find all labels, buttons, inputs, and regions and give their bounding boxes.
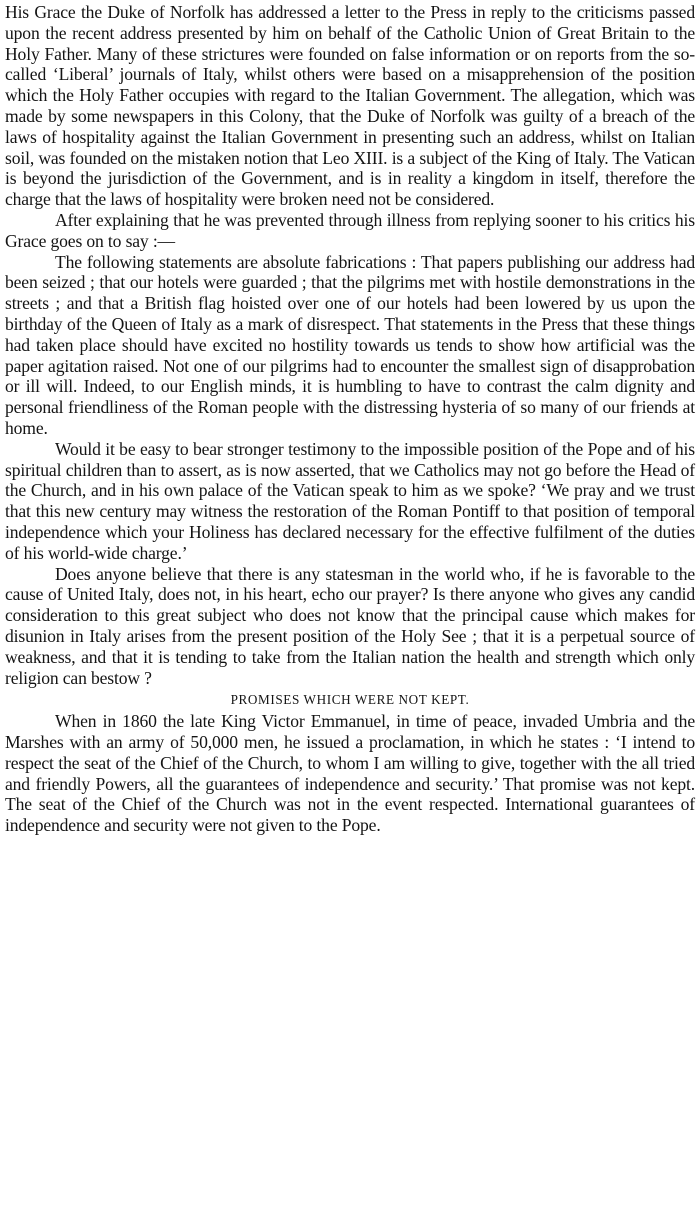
paragraph-promises: When in 1860 the late King Victor Emmanuel, in time of peace, invaded Umbria and the Marshes with an army of 50,000 men, he issued a proclamation, in which he states : ‘I intend to respect the seat of the Chief of the Church, to whom I am willing to give, together with the all tried and friendly Powers, all the guarantees of independence and security.’ That promise was not kept. The seat of the Chief of the Church was not in the event respected. International guarantees of independence and security were not given to the Pope.: [5, 711, 695, 836]
paragraph-intro: His Grace the Duke of Norfolk has addressed a letter to the Press in reply to the criticisms passed upon the recent address presented by him on behalf of the Catholic Union of Great Britain to the Holy Father. Many of these strictures were founded on false information or on reports from the so-called ‘Liberal’ journals of Italy, whilst others were based on a misapprehension of the position which the Holy Father occupies with regard to the Italian Government. The allegation, which was made by some newspapers in this Colony, that the Duke of Norfolk was guilty of a breach of the laws of hospitality against the Italian Government in presenting such an address, whilst on Italian soil, was founded on the mistaken notion that Leo XIII. is a subject of the King of Italy. The Vatican is beyond the jurisdiction of the Government, and is in reality a kingdom in itself, therefore the charge that the laws of hospitality were broken need not be considered.: [5, 2, 695, 210]
paragraph-explanation: After explaining that he was prevented through illness from replying sooner to his critics his Grace goes on to say :—: [5, 209, 695, 251]
section-heading: PROMISES WHICH WERE NOT KEPT.: [230, 692, 470, 708]
paragraph-testimony: Would it be easy to bear stronger testimony to the impossible position of the Pope and of his spiritual children than to assert, as is now asserted, that we Catholics may not go before the Head of the Church, and in his own palace of the Vatican speak to him as we spoke? ‘We pray and we trust that this new century may witness the restoration of the Roman Pontiff to that position of temporal independence which your Holiness has declared necessary for the effective fulfilment of the duties of his world-wide charge.’: [5, 438, 695, 563]
newspaper-column: [5, 2, 695, 1222]
paragraph-prayer: Does anyone believe that there is any statesman in the world who, if he is favorable to the cause of United Italy, does not, in his heart, echo our prayer? Is there anyone who gives any candid consideration to this great subject who does not know that the principal cause which makes for disunion in Italy arises from the present position of the Holy See ; that it is a perpetual source of weakness, and that it is tending to take from the Italian nation the health and strength which only religion can bestow ?: [5, 563, 695, 688]
paragraph-fabrications: The following statements are absolute fabrications : That papers publishing our address had been seized ; that our hotels were guarded ; that the pilgrims met with hostile demonstrations in the streets ; and that a British flag hoisted over one of our hotels had been lowered by us upon the birthday of the Queen of Italy as a mark of disrespect. That statements in the Press that these things had taken place should have excited no hostility towards us tends to show how artificial was the paper agitation raised. Not one of our pilgrims had to encounter the smallest sign of disapprobation or ill will. Indeed, to our English minds, it is humbling to have to contrast the calm dignity and personal friendliness of the Roman people with the distressing hysteria of so many of our friends at home.: [5, 251, 695, 438]
